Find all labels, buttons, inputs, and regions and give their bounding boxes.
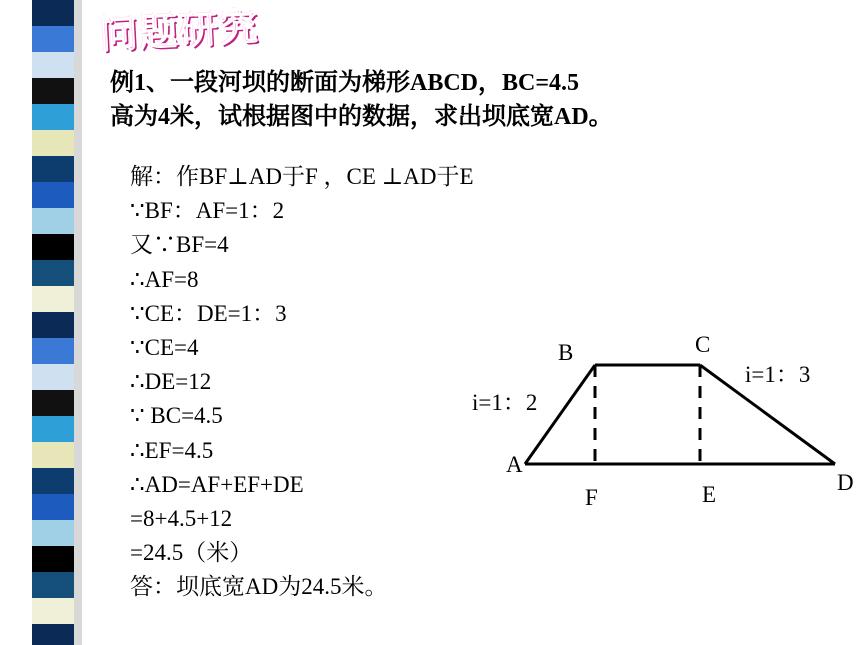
solution-line: ∴AD=AF+EF+DE — [130, 471, 304, 497]
label-c: C — [695, 332, 711, 357]
label-d: D — [837, 470, 854, 495]
label-b: B — [558, 340, 574, 365]
problem-statement — [110, 66, 850, 134]
solution-answer: 答：坝底宽AD为24.5米。 — [130, 574, 388, 600]
solution-line: ∵CE=4 — [130, 335, 199, 361]
slope-left-label: i=1：2 — [472, 390, 538, 415]
solution-line: ∴EF=4.5 — [130, 437, 214, 463]
trapezoid-figure — [460, 320, 860, 520]
solution-line: ∴DE=12 — [130, 369, 212, 395]
solution-line: 又∵BF=4 — [130, 232, 229, 258]
label-e: E — [702, 482, 717, 507]
solution-line: 解：作BF⊥AD于F ，CE ⊥AD于E — [130, 164, 474, 189]
decorative-stripe-bar — [0, 0, 82, 645]
page-title: 问题研究 — [98, 4, 261, 57]
problem-line-2: 高为4米，试根据图中的数据，求出坝底宽AD。 — [110, 104, 613, 130]
slope-right-label: i=1：3 — [745, 362, 811, 387]
solution-line: ∵CE：DE=1：3 — [130, 300, 287, 326]
solution-line: =24.5（米） — [130, 540, 253, 566]
label-f: F — [585, 485, 598, 510]
solution-line: =8+4.5+12 — [130, 506, 233, 532]
problem-line-1: 例1、一段河坝的断面为梯形ABCD，BC=4.5 — [110, 70, 580, 96]
label-a: A — [506, 452, 523, 477]
solution-line: ∵BF：AF=1：2 — [130, 198, 285, 224]
solution-steps — [130, 160, 474, 605]
solution-line: ∵ BC=4.5 — [130, 403, 223, 429]
solution-line: ∴AF=8 — [130, 266, 199, 292]
